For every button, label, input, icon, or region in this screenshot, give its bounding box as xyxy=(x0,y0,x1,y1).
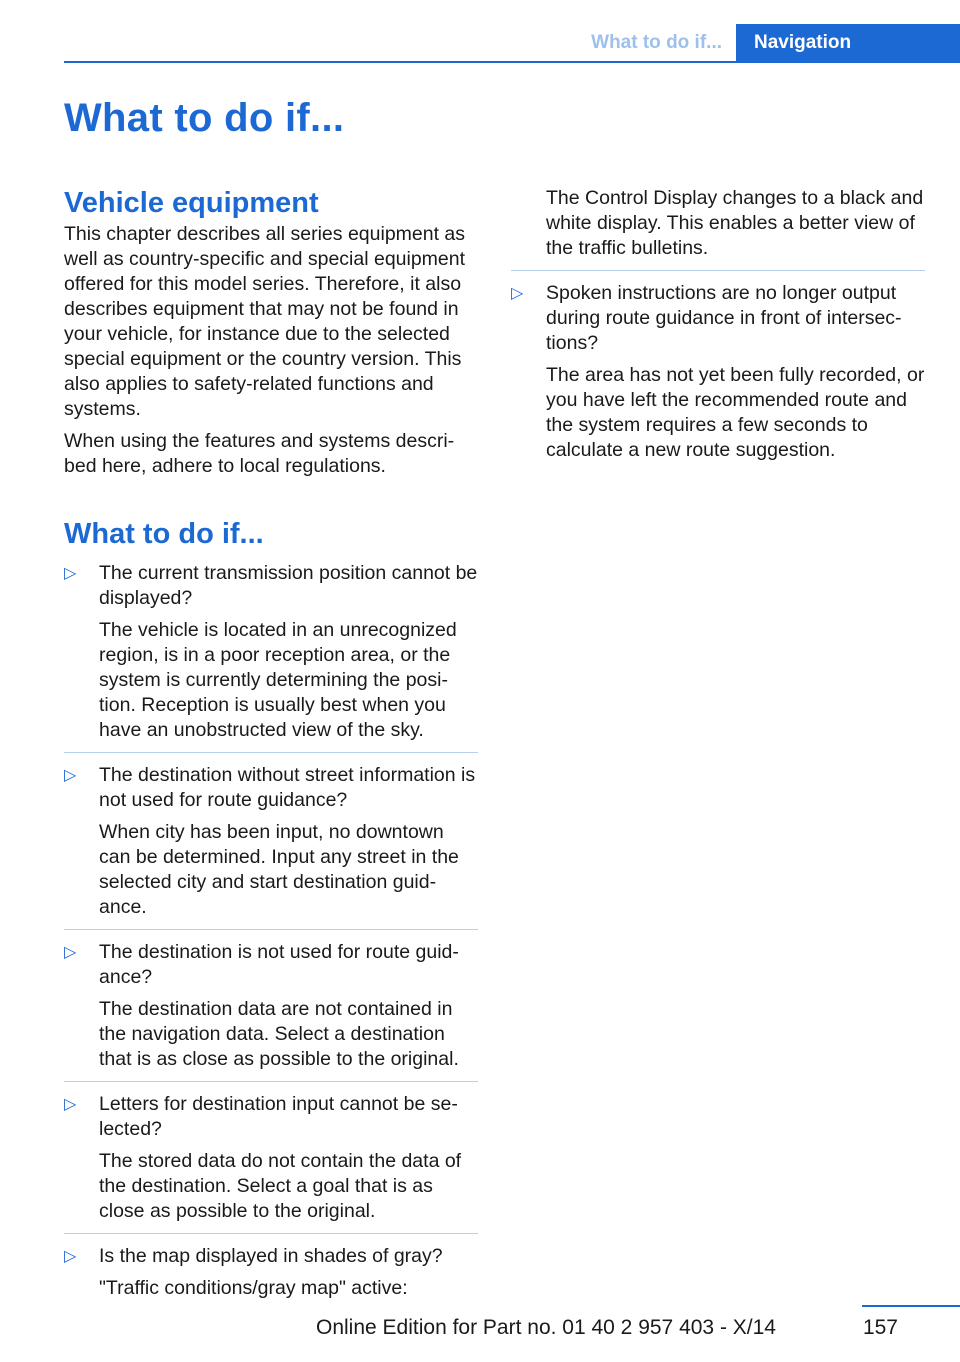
list-item xyxy=(64,1244,478,1301)
page-number: 157 xyxy=(862,1316,898,1339)
divider xyxy=(64,929,478,930)
divider xyxy=(64,1081,478,1082)
list-item xyxy=(64,940,478,1072)
triangle-bullet-icon: ▷ xyxy=(511,285,524,302)
left-column xyxy=(64,184,478,1309)
right-column xyxy=(511,186,925,471)
intro-paragraph: When using the features and systems descri-bed here, adhere to local regulations. xyxy=(64,430,455,477)
vehicle-equipment-heading: Vehicle equipment xyxy=(64,187,319,219)
answer-text: The stored data do not contain the data of the destination. Select a goal that is as close as possible to the original. xyxy=(99,1150,462,1222)
header-chapter-tab[interactable]: Navigation xyxy=(736,24,960,63)
page-title: What to do if... xyxy=(64,96,345,140)
triangle-bullet-icon: ▷ xyxy=(64,767,77,784)
triangle-bullet-icon: ▷ xyxy=(64,944,77,961)
answer-text: "Traffic conditions/gray map" active: xyxy=(99,1277,408,1299)
question-text: The current transmission position cannot be displayed? xyxy=(99,562,478,609)
question-text: The destination without street information is not used for route guidance? xyxy=(99,764,476,811)
intro-paragraph: This chapter describes all series equipment as well as country-specific and special equipment offered for this model series. Therefore, it also describes equipment that may not be found in your vehicle, for instance due to the selected special equipment or the country version. This also applies to safety-related functions and systems. xyxy=(64,223,466,420)
triangle-bullet-icon: ▷ xyxy=(64,565,77,582)
vehicle-equipment-text xyxy=(64,222,478,479)
question-text: Is the map displayed in shades of gray? xyxy=(99,1245,443,1267)
footer-rule xyxy=(862,1305,960,1307)
list-item xyxy=(64,1092,478,1224)
question-text: Spoken instructions are no longer output during route guidance in front of intersec-tions? xyxy=(546,282,902,354)
answer-text: The vehicle is located in an unrecognized region, is in a poor reception area, or the system is currently determining the posi-tion. Reception is usually best when you have an unobstructed view of the sky. xyxy=(99,619,457,741)
header-rule xyxy=(64,61,960,63)
divider xyxy=(64,1233,478,1234)
list-item xyxy=(511,281,925,463)
edition-text: Online Edition for Part no. 01 40 2 957 403 - X/14 xyxy=(316,1316,776,1339)
question-text: The destination is not used for route guid-ance? xyxy=(99,941,459,988)
divider xyxy=(64,752,478,753)
triangle-bullet-icon: ▷ xyxy=(64,1248,77,1265)
what-to-do-heading: What to do if... xyxy=(64,518,264,550)
answer-text: When city has been input, no downtown can be determined. Input any street in the selected city and start destination guid-ance. xyxy=(99,821,459,918)
answer-text: The destination data are not contained in the navigation data. Select a destination that is as close as possible to the original. xyxy=(99,998,459,1070)
answer-text: The area has not yet been fully recorded, or you have left the recommended route and the system requires a few seconds to calculate a new route suggestion. xyxy=(546,364,925,461)
triangle-bullet-icon: ▷ xyxy=(64,1096,77,1113)
list-item xyxy=(64,561,478,743)
header-section-title: What to do if... xyxy=(591,32,722,53)
continuation-text: The Control Display changes to a black and white display. This enables a better view of the traffic bulletins. xyxy=(546,187,924,259)
list-item xyxy=(64,763,478,920)
divider xyxy=(511,270,925,271)
question-text: Letters for destination input cannot be se-lected? xyxy=(99,1093,458,1140)
